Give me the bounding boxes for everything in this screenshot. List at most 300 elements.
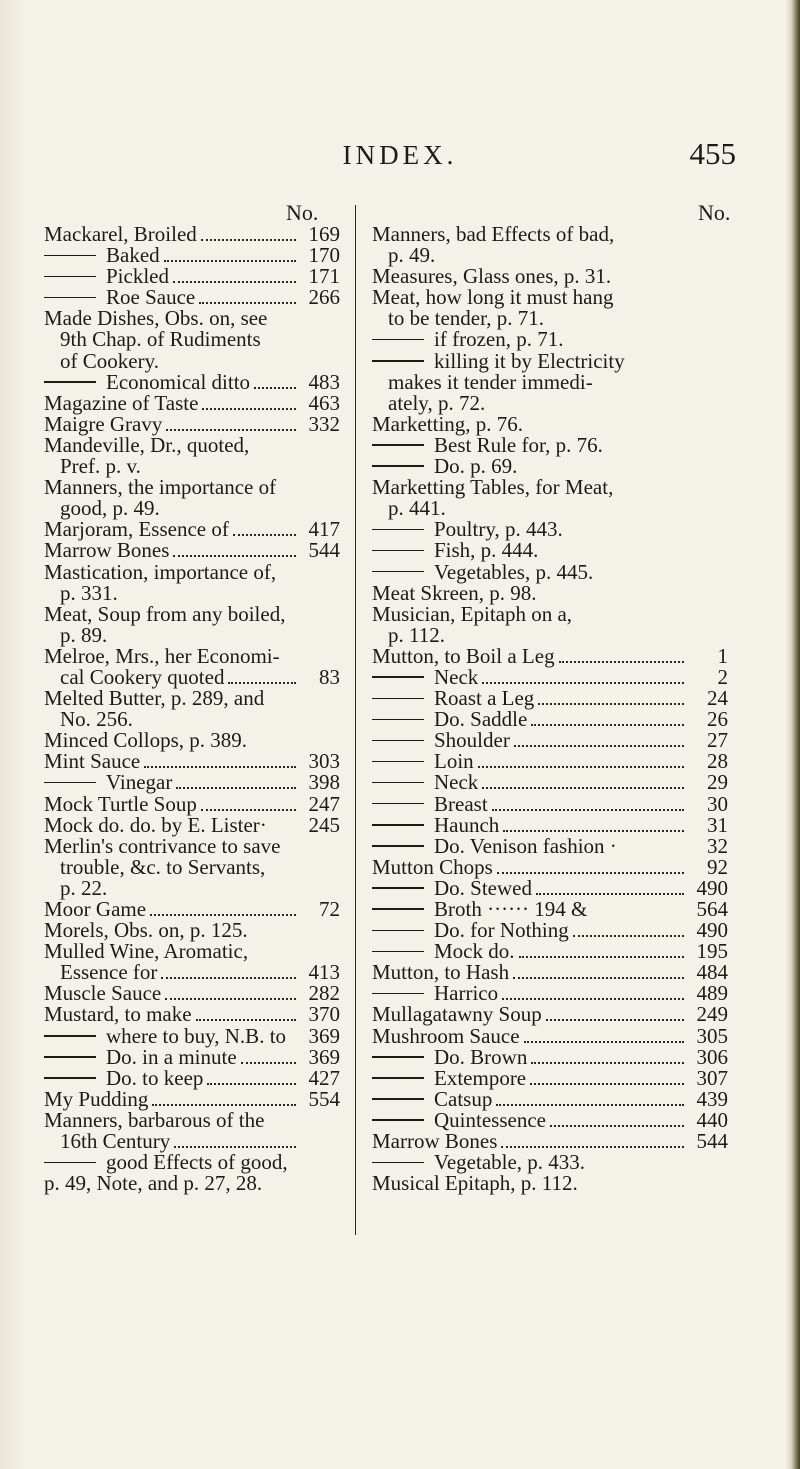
index-entry-label: Meat, how long it must hang	[372, 285, 614, 310]
index-entry-text	[44, 477, 276, 498]
index-entry-text	[60, 1131, 170, 1152]
index-entry	[372, 498, 728, 519]
index-entry-text	[44, 559, 277, 584]
dot-leader	[519, 955, 685, 958]
index-entry-number: 369	[308, 1023, 340, 1048]
index-entry-text	[372, 833, 617, 858]
index-entry-text	[44, 369, 251, 394]
index-entry-label: Roast a Leg	[434, 686, 535, 711]
right-index-column	[372, 224, 728, 1194]
index-entry	[44, 1131, 340, 1152]
index-entry-text	[44, 540, 169, 561]
index-entry-text	[60, 348, 159, 373]
index-entry-number: 490	[696, 875, 728, 900]
index-entry-number: 247	[308, 791, 340, 816]
index-entry-label: Do. Venison fashion ·	[434, 833, 617, 858]
index-entry-label: Mushroom Sauce	[372, 1023, 520, 1048]
index-entry-number: 369	[308, 1044, 340, 1069]
ditto-dash	[372, 993, 424, 995]
index-entry-text	[372, 899, 587, 920]
index-entry	[372, 833, 728, 858]
index-entry-text	[44, 1173, 262, 1194]
index-entry-label: Meat, Soup from any boiled,	[44, 601, 286, 626]
index-entry	[372, 1152, 728, 1173]
ditto-dash	[372, 571, 424, 573]
dot-leader	[513, 976, 684, 979]
index-entry	[44, 1023, 340, 1048]
index-entry-number: 484	[696, 960, 728, 985]
index-entry-label: Moor Game	[44, 897, 147, 921]
index-entry	[372, 1044, 728, 1069]
index-entry-label: Essence for	[60, 960, 158, 985]
index-entry-number: 463	[308, 390, 340, 415]
index-entry	[372, 941, 728, 962]
ditto-dash	[372, 360, 424, 362]
index-entry-number: 282	[308, 981, 340, 1006]
index-entry-label: Melted Butter, p. 289, and	[44, 686, 265, 711]
index-entry-label: Mutton, to Hash	[372, 960, 510, 985]
index-entry	[44, 369, 340, 394]
index-entry	[44, 432, 340, 457]
index-entry-number: 483	[308, 369, 340, 394]
index-entry-number: 398	[308, 770, 340, 795]
index-entry-text	[388, 308, 544, 329]
index-entry	[372, 432, 728, 457]
ditto-dash	[44, 381, 96, 383]
ditto-dash	[44, 1035, 96, 1037]
index-entry	[44, 791, 340, 816]
index-entry-label: Melroe, Mrs., her Economi-	[44, 643, 280, 668]
index-entry-number: 30	[707, 791, 728, 816]
index-entry-text	[44, 1004, 192, 1025]
right-column-heading: No.	[698, 200, 731, 225]
index-entry-text	[372, 1065, 527, 1090]
index-entry	[44, 730, 340, 751]
index-entry-label: Quintessence	[434, 1107, 546, 1132]
index-entry-text	[372, 432, 603, 457]
index-entry-number: 2	[717, 664, 728, 689]
ditto-dash	[372, 444, 424, 446]
index-entry-number: 24	[707, 686, 728, 711]
index-entry-text	[44, 643, 280, 668]
index-entry-label: Marrow Bones	[372, 1129, 498, 1154]
index-entry-label: ately, p. 72.	[388, 390, 486, 415]
index-entry	[372, 875, 728, 900]
index-entry	[44, 1065, 340, 1090]
index-entry-label: Mandeville, Dr., quoted,	[44, 432, 250, 457]
dot-leader	[573, 934, 684, 937]
index-entry	[44, 601, 340, 626]
ditto-dash	[372, 930, 424, 932]
index-entry-label: p. 112.	[388, 622, 445, 647]
index-entry	[44, 709, 340, 730]
index-entry-text	[372, 751, 474, 772]
index-entry-label: Baked	[106, 243, 160, 268]
index-entry-number: 249	[696, 1002, 728, 1027]
index-entry-number: 1	[717, 643, 728, 668]
index-entry-label: Do. for Nothing	[434, 918, 569, 943]
index-entry-number: 29	[707, 770, 728, 795]
dot-leader	[536, 892, 684, 895]
index-entry-label: Broth ······ 194 &	[434, 897, 588, 921]
index-entry	[372, 854, 728, 879]
index-entry-label: Measures, Glass ones, p. 31.	[372, 264, 612, 289]
dot-leader	[254, 386, 296, 389]
index-entry-number: 544	[696, 1129, 728, 1154]
index-entry-label: Pickled	[106, 264, 169, 289]
index-entry-label: Musician, Epitaph on a,	[372, 601, 573, 626]
index-entry	[44, 941, 340, 962]
index-entry	[44, 812, 340, 837]
index-entry-label: Mulled Wine, Aromatic,	[44, 939, 249, 964]
ditto-dash	[372, 782, 424, 784]
index-entry	[44, 1086, 340, 1111]
index-entry	[372, 580, 728, 605]
index-entry-text	[388, 369, 593, 394]
index-entry-label: p. 441.	[388, 496, 446, 521]
index-entry-text	[44, 245, 160, 266]
index-entry-text	[372, 329, 563, 350]
dot-leader	[546, 1018, 684, 1021]
index-entry-number: 303	[308, 749, 340, 774]
dot-leader	[202, 407, 296, 410]
index-entry-text	[44, 1023, 287, 1048]
index-entry-label: My Pudding	[44, 1086, 149, 1111]
index-entry	[372, 920, 728, 941]
index-entry-label: of Cookery.	[60, 348, 159, 373]
index-entry-label: Vegetables, p. 445.	[434, 559, 594, 584]
index-entry	[44, 962, 340, 983]
index-entry-text	[372, 224, 614, 245]
index-entry-number: 306	[696, 1044, 728, 1069]
index-entry-label: 16th Century	[60, 1129, 171, 1154]
index-entry-label: Vegetable, p. 433.	[434, 1150, 586, 1175]
index-entry-label: Marrow Bones	[44, 538, 170, 563]
index-entry	[372, 348, 728, 373]
index-entry	[44, 266, 340, 287]
index-entry-label: Mutton Chops	[372, 854, 493, 879]
index-entry-text	[44, 899, 146, 920]
index-entry-label: Marketting Tables, for Meat,	[372, 475, 614, 500]
index-entry-number: 554	[308, 1086, 340, 1111]
index-entry-text	[372, 456, 517, 477]
dot-leader	[503, 829, 684, 832]
index-entry-label: p. 331.	[60, 580, 118, 605]
index-entry	[44, 751, 340, 772]
dot-leader	[514, 744, 684, 747]
index-entry-text	[372, 477, 613, 498]
index-entry-text	[44, 772, 172, 793]
index-entry-label: p. 22.	[60, 875, 108, 900]
index-entry-text	[372, 348, 625, 373]
index-entry-number: 370	[308, 1002, 340, 1027]
index-entry-text	[372, 875, 532, 900]
index-entry	[372, 772, 728, 793]
index-entry-number: 32	[707, 833, 728, 858]
ditto-dash	[372, 1077, 424, 1079]
index-entry	[44, 875, 340, 900]
index-entry-number: 332	[308, 411, 340, 436]
dot-leader	[559, 660, 684, 663]
index-entry-label: Mustard, to make	[44, 1002, 192, 1027]
index-entry-label: Mullagatawny Soup	[372, 1002, 542, 1027]
index-entry-label: Do. Brown	[434, 1044, 528, 1069]
ditto-dash	[372, 719, 424, 721]
index-entry	[44, 854, 340, 879]
index-entry-text	[372, 730, 510, 751]
index-entry-label: Do. Saddle	[434, 707, 528, 732]
index-entry	[44, 920, 340, 941]
ditto-dash	[372, 339, 424, 341]
index-entry	[372, 688, 728, 709]
ditto-dash	[44, 1162, 96, 1164]
index-entry-text	[372, 772, 478, 793]
index-entry-text	[44, 983, 161, 1004]
index-entry-text	[372, 1023, 520, 1048]
index-entry-label: Loin	[434, 749, 474, 774]
index-entry-label: Best Rule for, p. 76.	[434, 432, 603, 457]
index-entry-number: 544	[308, 538, 340, 563]
index-entry-label: Maigre Gravy	[44, 411, 163, 436]
index-entry-number: 170	[308, 243, 340, 268]
index-entry	[372, 245, 728, 266]
index-entry-text	[60, 580, 118, 605]
index-entry	[372, 601, 728, 626]
dot-leader	[538, 702, 684, 705]
ditto-dash	[372, 845, 424, 847]
index-entry	[44, 1044, 340, 1069]
index-entry-label: Magazine of Taste	[44, 390, 199, 415]
index-entry-text	[372, 920, 569, 941]
dot-leader	[176, 786, 296, 789]
index-entry	[44, 411, 340, 436]
index-entry-label: Mint Sauce	[44, 749, 141, 774]
index-entry-number: 490	[696, 918, 728, 943]
index-entry-text	[44, 411, 163, 436]
dot-leader	[492, 808, 684, 811]
dot-leader	[201, 238, 296, 241]
dot-leader	[524, 1040, 684, 1043]
index-entry-label: Marketting, p. 76.	[372, 411, 524, 436]
index-entry-text	[372, 1131, 497, 1152]
ditto-dash	[372, 803, 424, 805]
index-entry-label: Manners, bad Effects of bad,	[372, 222, 615, 246]
index-entry-number: 439	[696, 1086, 728, 1111]
index-entry-text	[388, 245, 435, 266]
index-entry-text	[44, 519, 229, 540]
page-gutter-shadow	[0, 0, 26, 1469]
index-entry-text	[372, 812, 500, 837]
index-entry-text	[44, 308, 267, 329]
index-entry-number: 413	[308, 960, 340, 985]
index-entry-number: 307	[696, 1065, 728, 1090]
index-entry-text	[372, 580, 537, 605]
index-entry	[44, 287, 340, 308]
dot-leader	[196, 1018, 296, 1021]
ditto-dash	[372, 1098, 424, 1100]
index-entry-label: Extempore	[434, 1065, 527, 1090]
index-entry-number: 28	[707, 749, 728, 774]
index-entry-label: Do. Stewed	[434, 875, 532, 900]
index-entry-label: Mastication, importance of,	[44, 559, 277, 584]
index-entry-label: Musical Epitaph, p. 112.	[372, 1171, 578, 1196]
index-entry-label: Merlin's contrivance to save	[44, 833, 281, 858]
index-entry	[372, 962, 728, 983]
ditto-dash	[372, 1162, 424, 1164]
column-rule	[355, 205, 356, 1235]
index-entry-label: Muscle Sauce	[44, 981, 162, 1006]
dot-leader	[482, 786, 684, 789]
index-entry-text	[372, 791, 488, 816]
index-entry	[372, 1131, 728, 1152]
index-entry	[44, 643, 340, 668]
index-entry-number: 266	[308, 285, 340, 310]
dot-leader	[144, 765, 296, 768]
index-entry	[44, 308, 340, 329]
dot-leader	[501, 1145, 684, 1148]
index-entry	[44, 833, 340, 858]
ditto-dash	[372, 550, 424, 552]
index-entry	[372, 983, 728, 1004]
index-entry	[372, 390, 728, 415]
index-entry-text	[372, 540, 538, 561]
index-entry-text	[44, 1044, 237, 1069]
index-entry-number: 427	[308, 1065, 340, 1090]
index-entry-text	[372, 643, 555, 668]
dot-leader	[161, 976, 296, 979]
index-entry-label: good, p. 49.	[60, 496, 160, 521]
index-entry	[372, 266, 728, 287]
index-entry	[44, 456, 340, 477]
index-entry-text	[44, 224, 197, 245]
ditto-dash	[44, 1056, 96, 1058]
index-entry-label: Mock do.	[434, 939, 515, 964]
index-entry-text	[44, 1107, 265, 1132]
index-entry-label: Mock do. do. by E. Lister·	[44, 812, 267, 837]
index-entry-text	[60, 854, 266, 879]
index-entry-label: p. 89.	[60, 622, 108, 647]
dot-leader	[201, 808, 296, 811]
index-entry	[372, 643, 728, 668]
index-entry-label: Poultry, p. 443.	[434, 517, 563, 542]
ditto-dash	[372, 908, 424, 910]
index-entry	[44, 559, 340, 584]
index-entry-number: 564	[696, 897, 728, 921]
index-entry	[372, 1107, 728, 1132]
index-entry-label: Meat Skreen, p. 98.	[372, 580, 537, 605]
index-entry	[44, 519, 340, 540]
dot-leader	[502, 997, 684, 1000]
ditto-dash	[372, 1056, 424, 1058]
dot-leader	[166, 428, 296, 431]
index-entry-label: Fish, p. 444.	[434, 538, 539, 563]
ditto-dash	[44, 276, 96, 278]
index-entry	[44, 580, 340, 605]
index-entry-text	[372, 941, 515, 962]
index-entry-text	[60, 709, 133, 730]
index-entry-text	[388, 622, 445, 647]
index-entry-number: 27	[707, 728, 728, 753]
index-entry	[44, 390, 340, 415]
index-entry-text	[44, 432, 250, 457]
index-entry	[44, 1004, 340, 1025]
index-entry	[44, 498, 340, 519]
ditto-dash	[372, 824, 424, 826]
index-entry-text	[372, 1004, 542, 1025]
index-entry-text	[372, 962, 509, 983]
index-entry-label: Catsup	[434, 1086, 493, 1111]
dot-leader	[228, 681, 296, 684]
dot-leader	[207, 1082, 296, 1085]
index-entry-label: Mackarel, Broiled	[44, 222, 197, 246]
ditto-dash	[44, 255, 96, 257]
index-entry-text	[60, 622, 108, 647]
index-entry	[372, 1004, 728, 1025]
index-entry-text	[372, 411, 524, 436]
dot-leader	[152, 1103, 296, 1106]
index-entry-text	[60, 456, 141, 477]
index-entry	[44, 348, 340, 373]
index-entry-text	[44, 833, 281, 858]
index-entry-label: Marjoram, Essence of	[44, 517, 229, 542]
dot-leader	[530, 1082, 684, 1085]
index-entry-label: Neck	[434, 770, 479, 795]
index-entry-number: 169	[308, 222, 340, 246]
index-entry	[44, 224, 340, 245]
dot-leader	[173, 280, 296, 283]
index-entry-label: Pref. p. v.	[60, 454, 141, 479]
index-entry	[372, 456, 728, 477]
index-entry	[44, 245, 340, 266]
index-entry-label: Minced Collops, p. 389.	[44, 728, 247, 753]
ditto-dash	[372, 761, 424, 763]
ditto-dash	[372, 887, 424, 889]
index-entry-label: Morels, Obs. on, p. 125.	[44, 918, 248, 943]
index-entry-number: 171	[308, 264, 340, 289]
index-entry-text	[372, 1044, 528, 1069]
ditto-dash	[372, 529, 424, 531]
index-entry	[44, 329, 340, 350]
index-entry-label: Roe Sauce	[106, 285, 196, 310]
index-entry	[372, 519, 728, 540]
index-entry-label: Vinegar	[106, 770, 173, 795]
dot-leader	[233, 533, 296, 536]
ditto-dash	[372, 951, 424, 953]
index-entry	[372, 369, 728, 394]
index-entry-text	[372, 709, 527, 730]
dot-leader	[497, 871, 684, 874]
index-entry	[372, 559, 728, 584]
dot-leader	[164, 259, 296, 262]
index-entry	[372, 899, 728, 920]
index-entry-text	[372, 601, 573, 626]
index-entry-text	[44, 287, 195, 308]
index-entry-text	[44, 920, 248, 941]
index-entry-number: 72	[319, 897, 340, 921]
index-entry	[372, 1023, 728, 1048]
index-entry	[372, 540, 728, 561]
index-entry-number: 92	[707, 854, 728, 879]
index-entry-label: where to buy, N.B. to	[106, 1023, 287, 1048]
index-entry-text	[44, 390, 199, 415]
ditto-dash	[372, 740, 424, 742]
index-entry-number: 195	[696, 939, 728, 964]
index-entry-text	[60, 875, 108, 900]
dot-leader	[199, 301, 296, 304]
left-column-heading: No.	[286, 200, 319, 225]
index-entry-label: Shoulder	[434, 728, 510, 753]
index-entry	[372, 1065, 728, 1090]
